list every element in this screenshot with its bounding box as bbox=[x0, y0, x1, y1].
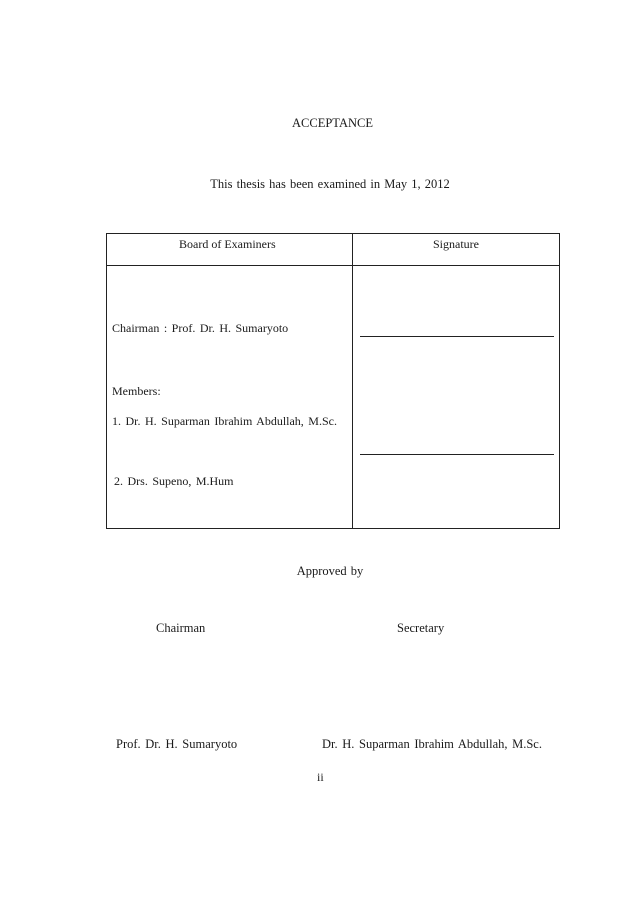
chairman-name: Prof. Dr. H. Sumaryoto bbox=[116, 737, 238, 751]
table-header-divider bbox=[107, 265, 559, 266]
examination-date-statement: This thesis has been examined in May 1, 2012 bbox=[210, 177, 450, 191]
member-examiner-1: 1. Dr. H. Suparman Ibrahim Abdullah, M.Sc. bbox=[112, 414, 337, 428]
chairman-signature-line bbox=[360, 336, 554, 337]
page-number: ii bbox=[317, 770, 324, 784]
document-title: ACCEPTANCE bbox=[292, 116, 373, 130]
board-of-examiners-header: Board of Examiners bbox=[179, 237, 276, 251]
approved-by-label: Approved by bbox=[296, 564, 364, 578]
members-label: Members: bbox=[112, 384, 161, 398]
signature-header: Signature bbox=[433, 237, 479, 251]
member-examiner-2: 2. Drs. Supeno, M.Hum bbox=[114, 474, 234, 488]
chairman-examiner: Chairman : Prof. Dr. H. Sumaryoto bbox=[112, 321, 289, 335]
secretary-label: Secretary bbox=[397, 621, 445, 635]
table-column-divider bbox=[352, 234, 353, 528]
board-of-examiners-table bbox=[106, 233, 560, 529]
chairman-label: Chairman bbox=[156, 621, 206, 635]
member-signature-line bbox=[360, 454, 554, 455]
secretary-name: Dr. H. Suparman Ibrahim Abdullah, M.Sc. bbox=[322, 737, 542, 751]
